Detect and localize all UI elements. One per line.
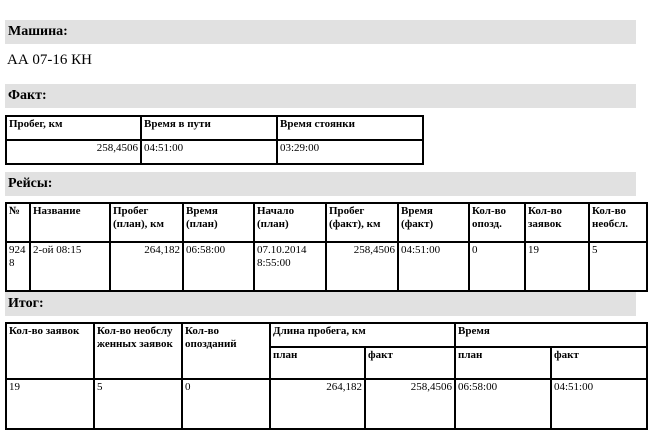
trips-header-late-count: Кол-во опозд. [469,203,525,242]
fact-table [5,115,424,165]
total-requests: 19 [6,379,94,429]
total-late: 0 [182,379,270,429]
total-header-distance: Длина пробега, км [270,323,455,347]
trip-plan-time: 06:58:00 [183,242,254,291]
total-header-unserved: Кол-во необслуженных заявок [94,323,182,379]
total-table [5,322,648,430]
section-header-trips: Рейсы: [5,172,636,196]
trips-header-row [6,203,647,242]
trip-late-count: 0 [469,242,525,291]
fact-parking-time: 03:29:00 [277,140,423,164]
total-header-row-1 [6,323,647,347]
trips-table [5,202,648,292]
trip-plan-start: 07.10.2014 8:55:00 [254,242,326,291]
trip-fact-time: 04:51:00 [398,242,469,291]
section-header-total: Итог: [5,292,636,316]
fact-header-travel-time: Время в пути [141,116,277,140]
machine-plate: АА 07-16 КН [7,52,92,68]
trips-header-plan-time: Время (план) [183,203,254,242]
trip-unserved-count: 5 [589,242,647,291]
fact-distance: 258,4506 [6,140,141,164]
total-header-distance-fact: факт [365,347,455,379]
trips-header-plan-distance: Пробег (план), км [110,203,183,242]
trips-header-number: № [6,203,30,242]
total-header-requests: Кол-во заявок [6,323,94,379]
total-time-plan: 06:58:00 [455,379,551,429]
total-unserved: 5 [94,379,182,429]
total-header-late: Кол-во опозданий [182,323,270,379]
fact-header-row [6,116,423,140]
trip-number: 9248 [6,242,30,291]
total-distance-plan: 264,182 [270,379,365,429]
trips-header-fact-distance: Пробег (факт), км [326,203,398,242]
fact-travel-time: 04:51:00 [141,140,277,164]
fact-header-distance: Пробег, км [6,116,141,140]
total-header-time: Время [455,323,647,347]
fact-data-row [6,140,423,164]
total-data-row [6,379,647,429]
trip-name: 2-ой 08:15 [30,242,110,291]
trips-header-unserved-count: Кол-во необсл. [589,203,647,242]
fact-header-parking-time: Время стоянки [277,116,423,140]
trip-request-count: 19 [525,242,589,291]
section-header-fact: Факт: [5,84,636,108]
total-header-time-plan: план [455,347,551,379]
trips-header-name: Название [30,203,110,242]
trip-plan-distance: 264,182 [110,242,183,291]
total-header-time-fact: факт [551,347,647,379]
total-header-distance-plan: план [270,347,365,379]
trip-fact-distance: 258,4506 [326,242,398,291]
total-distance-fact: 258,4506 [365,379,455,429]
section-header-machine: Машина: [5,20,636,44]
trips-data-row [6,242,647,291]
total-time-fact: 04:51:00 [551,379,647,429]
trips-header-request-count: Кол-во заявок [525,203,589,242]
trips-header-fact-time: Время (факт) [398,203,469,242]
trips-header-plan-start: Начало (план) [254,203,326,242]
